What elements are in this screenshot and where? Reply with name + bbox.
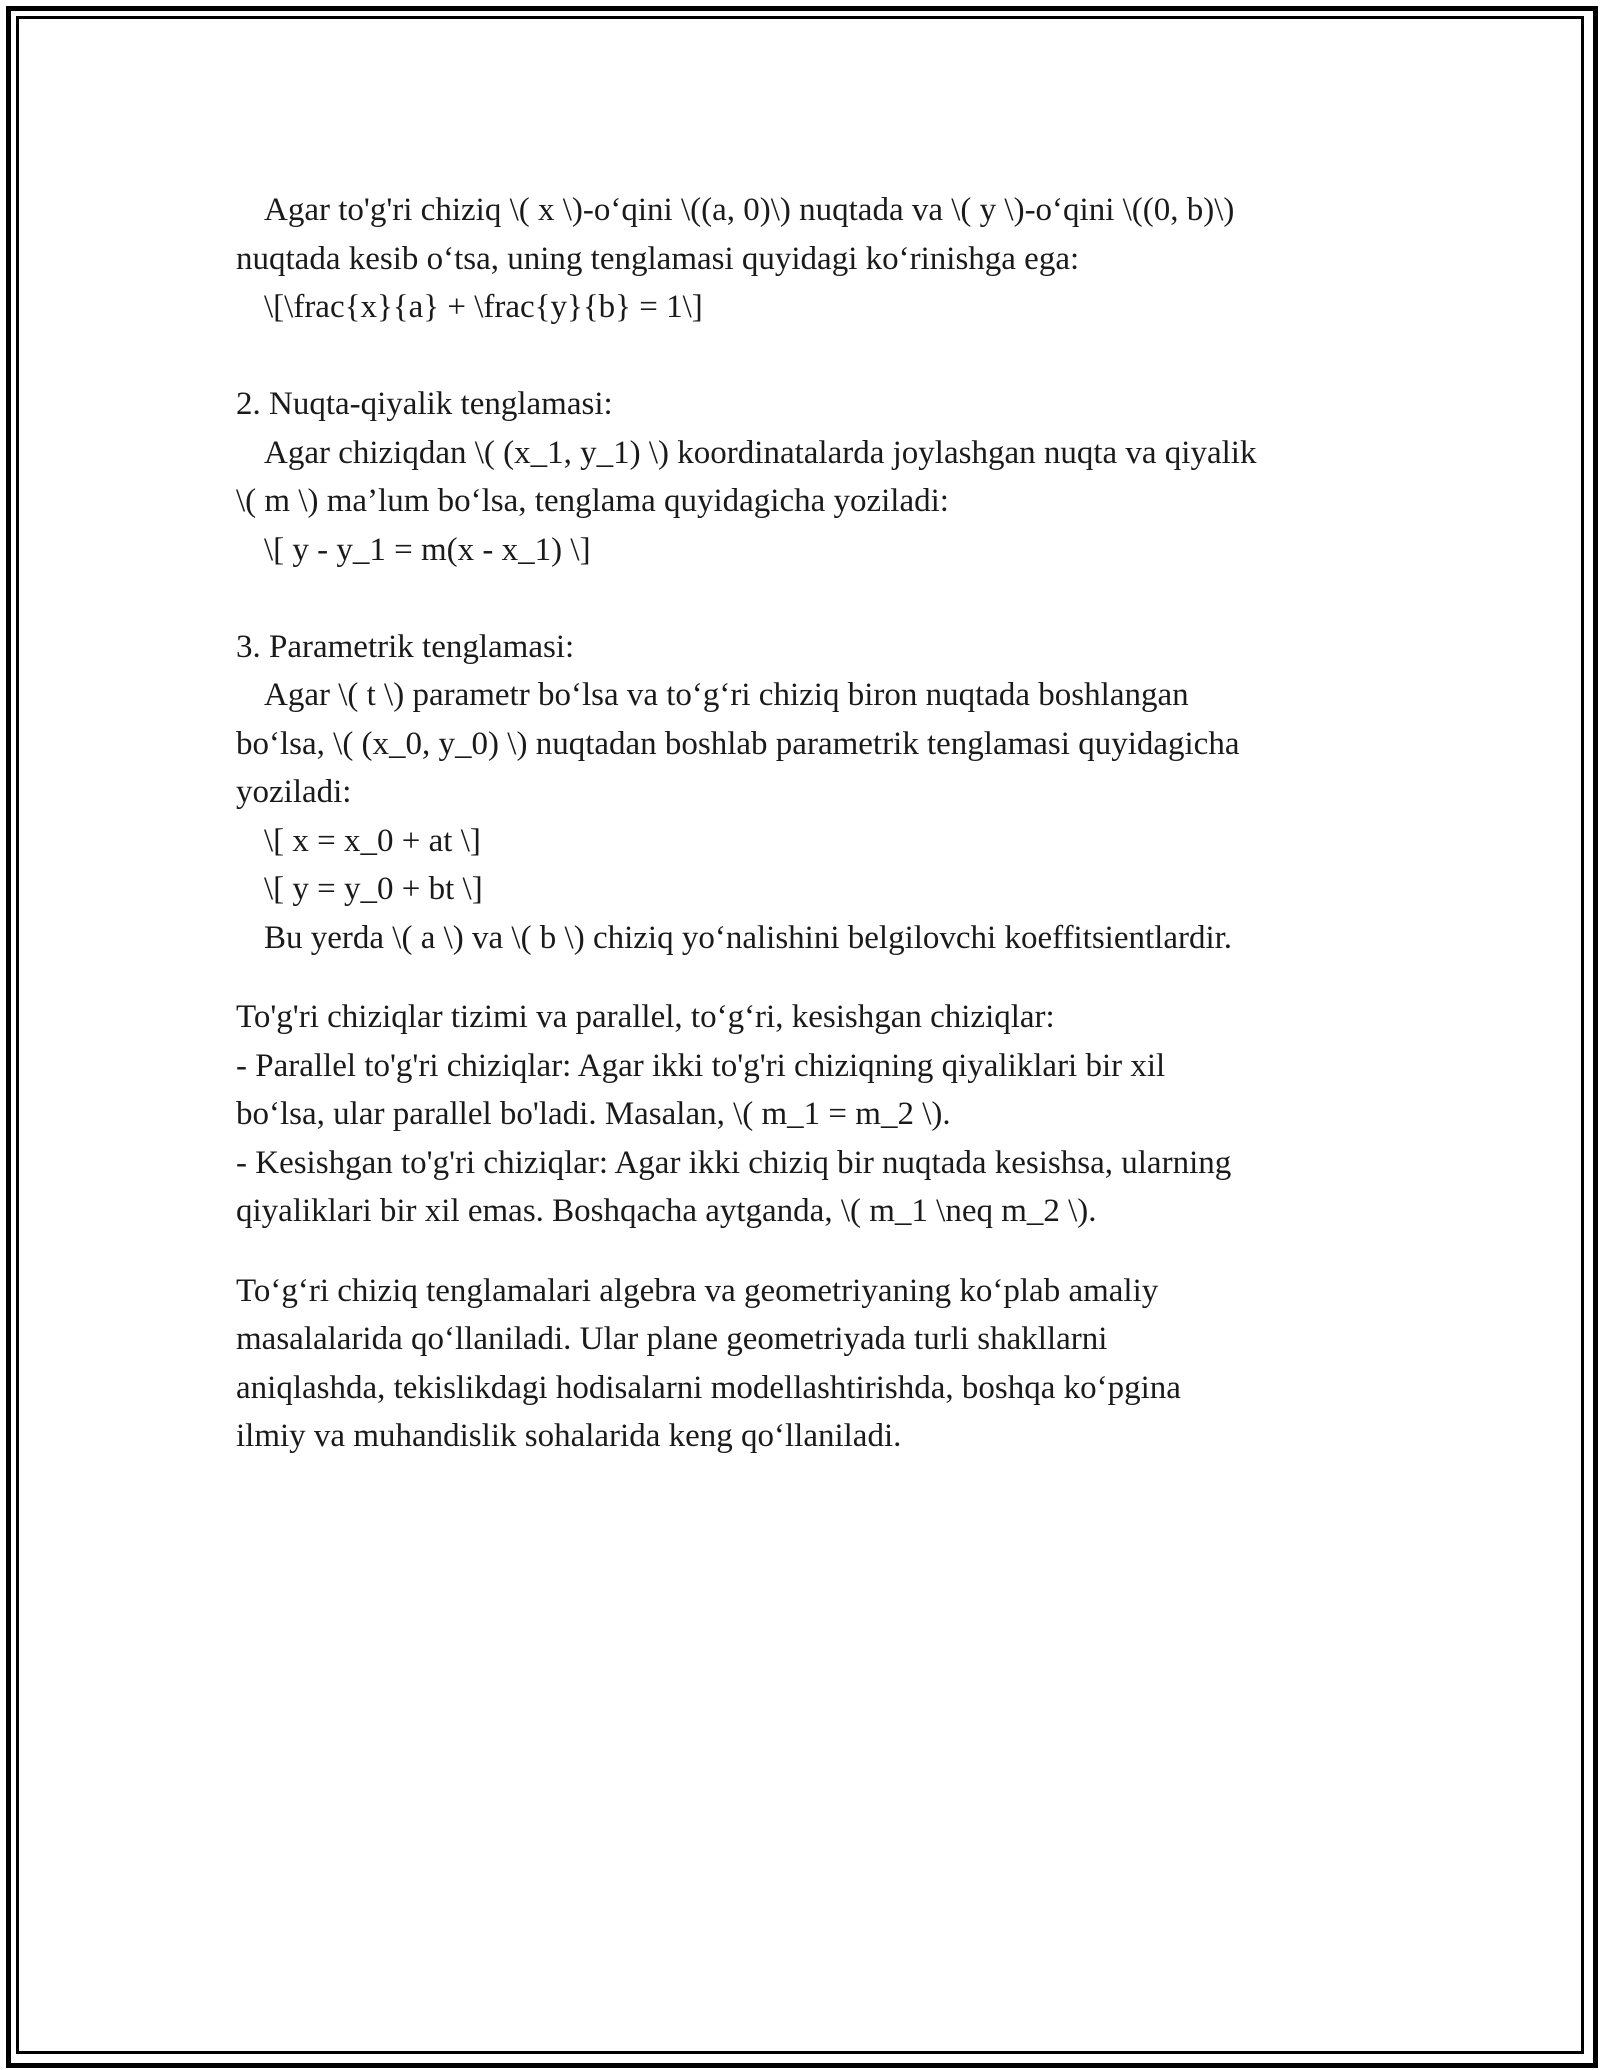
paragraph-line: \( m \) ma’lum bo‘lsa, tenglama quyidagicha yoziladi: [236, 483, 949, 519]
point-slope-section [236, 380, 1416, 574]
blank-line [236, 574, 1416, 623]
paragraph-line: bo‘lsa, \( (x_0, y_0) \) nuqtadan boshlab parametrik tenglamasi quyidagicha [236, 725, 1240, 762]
formula: \[ x = x_0 + at \] [264, 822, 481, 859]
intercept-form-section [236, 186, 1416, 332]
list-item-continuation: qiyaliklari bir xil emas. Boshqacha aytganda, \( m_1 \neq m_2 \). [236, 1193, 1097, 1229]
paragraph-line: nuqtada kesib o‘tsa, uning tenglamasi quyidagi ko‘rinishga ega: [236, 240, 1080, 277]
paragraph-line: masalalarida qo‘llaniladi. Ular plane geometriyada turli shakllarni [236, 1321, 1108, 1357]
list-item: - Kesishgan to'g'ri chiziqlar: Agar ikki chiziq bir nuqtada kesishsa, ularning [236, 1144, 1232, 1181]
section-heading: 3. Parametrik tenglamasi: [236, 628, 575, 665]
paragraph-line: Agar to'g'ri chiziq \( x \)-o‘qini \((a, 0)\) nuqtada va \( y \)-o‘qini \((0, b)\) [264, 192, 1235, 228]
paragraph-line: aniqlashda, tekislikdagi hodisalarni modellashtirishda, boshqa ko‘pgina [236, 1369, 1181, 1406]
blank-line [236, 1236, 1416, 1267]
formula: \[\frac{x}{a} + \frac{y}{b} = 1\] [264, 289, 703, 325]
paragraph-line: Agar chiziqdan \( (x_1, y_1) \) koordinatalarda joylashgan nuqta va qiyalik [264, 434, 1257, 471]
blank-line [236, 962, 1416, 993]
paragraph-line: Bu yerda \( a \) va \( b \) chiziq yo‘nalishini belgilovchi koeffitsientlardir. [264, 919, 1233, 956]
list-item: - Parallel to'g'ri chiziqlar: Agar ikki to'g'ri chiziqning qiyaliklari bir xil [236, 1047, 1166, 1084]
paragraph-line: To‘g‘ri chiziq tenglamalari algebra va geometriyaning ko‘plab amaliy [236, 1272, 1159, 1309]
line-systems-section [236, 993, 1416, 1236]
parametric-section [236, 623, 1416, 963]
formula: \[ y = y_0 + bt \] [264, 871, 483, 907]
blank-line [236, 332, 1416, 381]
paragraph-line: Agar \( t \) parametr bo‘lsa va to‘g‘ri chiziq biron nuqtada boshlangan [264, 677, 1189, 713]
formula: \[ y - y_1 = m(x - x_1) \] [264, 531, 591, 568]
paragraph-line: yoziladi: [236, 774, 352, 810]
list-item-continuation: bo‘lsa, ular parallel bo'ladi. Masalan, \( m_1 = m_2 \). [236, 1096, 951, 1132]
document-body [236, 186, 1416, 1461]
applications-section [236, 1267, 1416, 1461]
paragraph-line: ilmiy va muhandislik sohalarida keng qo‘llaniladi. [236, 1418, 902, 1454]
section-heading: 2. Nuqta-qiyalik tenglamasi: [236, 386, 613, 422]
section-heading: To'g'ri chiziqlar tizimi va parallel, to‘g‘ri, kesishgan chiziqlar: [236, 999, 1055, 1035]
